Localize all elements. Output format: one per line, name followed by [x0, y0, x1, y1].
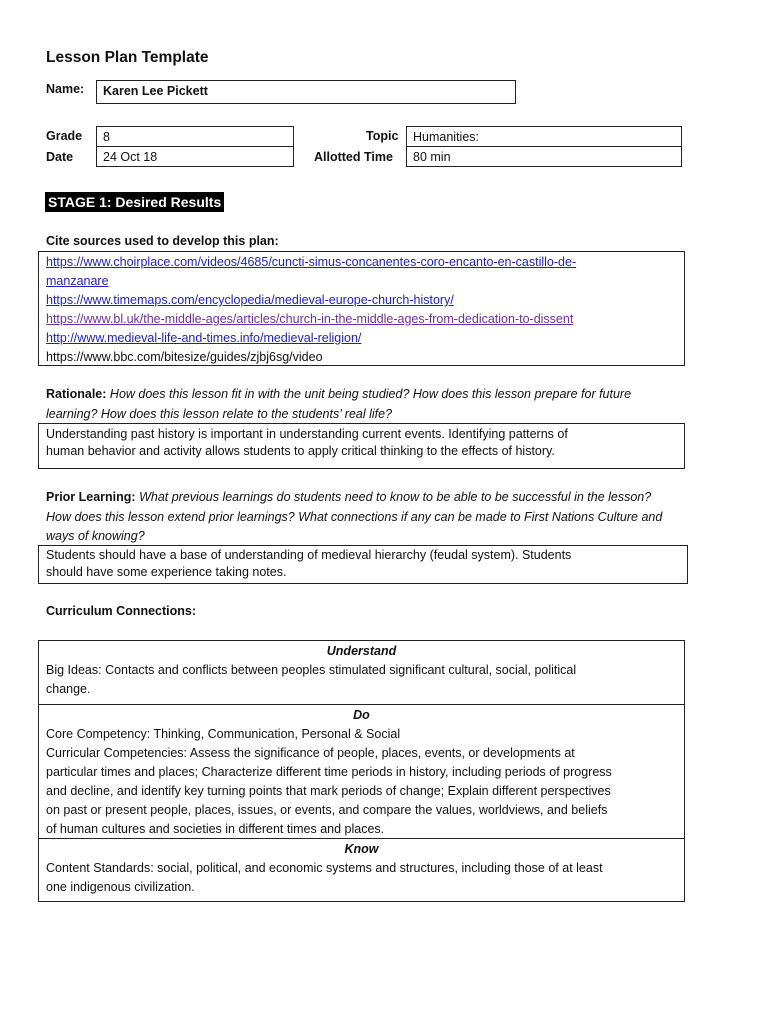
rationale-answer-line-2: human behavior and activity allows students to apply critical thinking to the effects of history.	[46, 444, 555, 458]
do-line-1: Core Competency: Thinking, Communication, Personal & Social	[46, 727, 401, 741]
understand-line-1: Big Ideas: Contacts and conflicts between peoples stimulated significant cultural, social, political	[46, 663, 577, 677]
source-link-medieval-life[interactable]: http://www.medieval-life-and-times.info/medieval-religion/	[46, 331, 362, 345]
source-link-choirplace[interactable]: https://www.choirplace.com/videos/4685/cuncti-simus-concanentes-coro-encanto-en-castillo-de-	[46, 255, 577, 269]
know-line-1: Content Standards: social, political, and economic systems and structures, including those of at least	[46, 861, 603, 875]
understand-section	[39, 641, 684, 705]
prior-learning-prompt-line-3: ways of knowing?	[46, 529, 145, 543]
prior-learning-answer-line-1: Students should have a base of understanding of medieval hierarchy (feudal system). Students	[46, 548, 572, 562]
know-heading: Know	[344, 842, 379, 856]
rationale-prompt-line-1: How does this lesson fit in with the unit being studied? How does this lesson prepare for future	[109, 387, 632, 401]
do-heading: Do	[353, 708, 370, 722]
understand-line-2: change.	[46, 682, 91, 696]
prior-learning-answer-box[interactable]	[38, 545, 688, 584]
source-text-bbc: https://www.bbc.com/bitesize/guides/zjbj6sg/video	[46, 350, 323, 364]
source-link-choirplace-cont[interactable]: manzanare	[46, 274, 109, 288]
allotted-time-label: Allotted Time	[314, 150, 393, 164]
sources-label: Cite sources used to develop this plan:	[46, 234, 279, 248]
prior-learning-label: Prior Learning:	[46, 490, 136, 504]
topic-label: Topic	[366, 129, 399, 143]
name-label: Name:	[46, 82, 85, 96]
rationale-answer-box[interactable]	[38, 423, 685, 469]
rationale-prompt	[46, 385, 746, 424]
stage-1-heading: STAGE 1: Desired Results	[45, 192, 224, 212]
do-line-4: and decline, and identify key turning points that mark periods of change; Explain different perspectives	[46, 784, 611, 798]
rationale-prompt-line-2: learning? How does this lesson relate to the students’ real life?	[46, 406, 393, 421]
do-line-5: on past or present people, places, issues, or events, and compare the values, worldviews, and beliefs	[46, 803, 608, 817]
prior-learning-prompt	[46, 488, 756, 547]
do-line-3: particular times and places; Characterize different time periods in history, including periods of progress	[46, 765, 612, 779]
know-line-2: one indigenous civilization.	[46, 880, 195, 894]
prior-learning-answer-line-2: should have some experience taking notes.	[46, 565, 287, 579]
date-label: Date	[46, 150, 74, 164]
topic-field[interactable]: Humanities:	[406, 126, 682, 147]
sources-box	[38, 251, 685, 366]
allotted-time-field[interactable]: 80 min	[406, 146, 682, 167]
know-section	[39, 839, 684, 901]
do-section	[39, 705, 684, 839]
page-title: Lesson Plan Template	[46, 49, 209, 66]
understand-heading: Understand	[326, 644, 397, 658]
source-link-bl[interactable]: https://www.bl.uk/the-middle-ages/articles/church-in-the-middle-ages-from-dedication-to-dissent	[46, 312, 574, 326]
prior-learning-prompt-line-2: How does this lesson extend prior learnings? What connections if any can be made to First Nations Culture and	[46, 509, 663, 524]
rationale-label: Rationale:	[46, 387, 107, 401]
grade-label: Grade	[46, 129, 83, 143]
grade-field[interactable]: 8	[96, 126, 294, 147]
curriculum-label: Curriculum Connections:	[46, 604, 197, 618]
curriculum-table	[38, 640, 685, 902]
name-field[interactable]: Karen Lee Pickett	[96, 80, 516, 104]
prior-learning-prompt-line-1: What previous learnings do students need to know to be able to be successful in the lesson?	[139, 490, 652, 504]
do-line-2: Curricular Competencies: Assess the significance of people, places, events, or developments at	[46, 746, 575, 760]
source-link-timemaps[interactable]: https://www.timemaps.com/encyclopedia/medieval-europe-church-history/	[46, 293, 454, 307]
rationale-answer-line-1: Understanding past history is important in understanding current events. Identifying patterns of	[46, 427, 568, 441]
date-field[interactable]: 24 Oct 18	[96, 146, 294, 167]
do-line-6: of human cultures and societies in different times and places.	[46, 822, 385, 836]
